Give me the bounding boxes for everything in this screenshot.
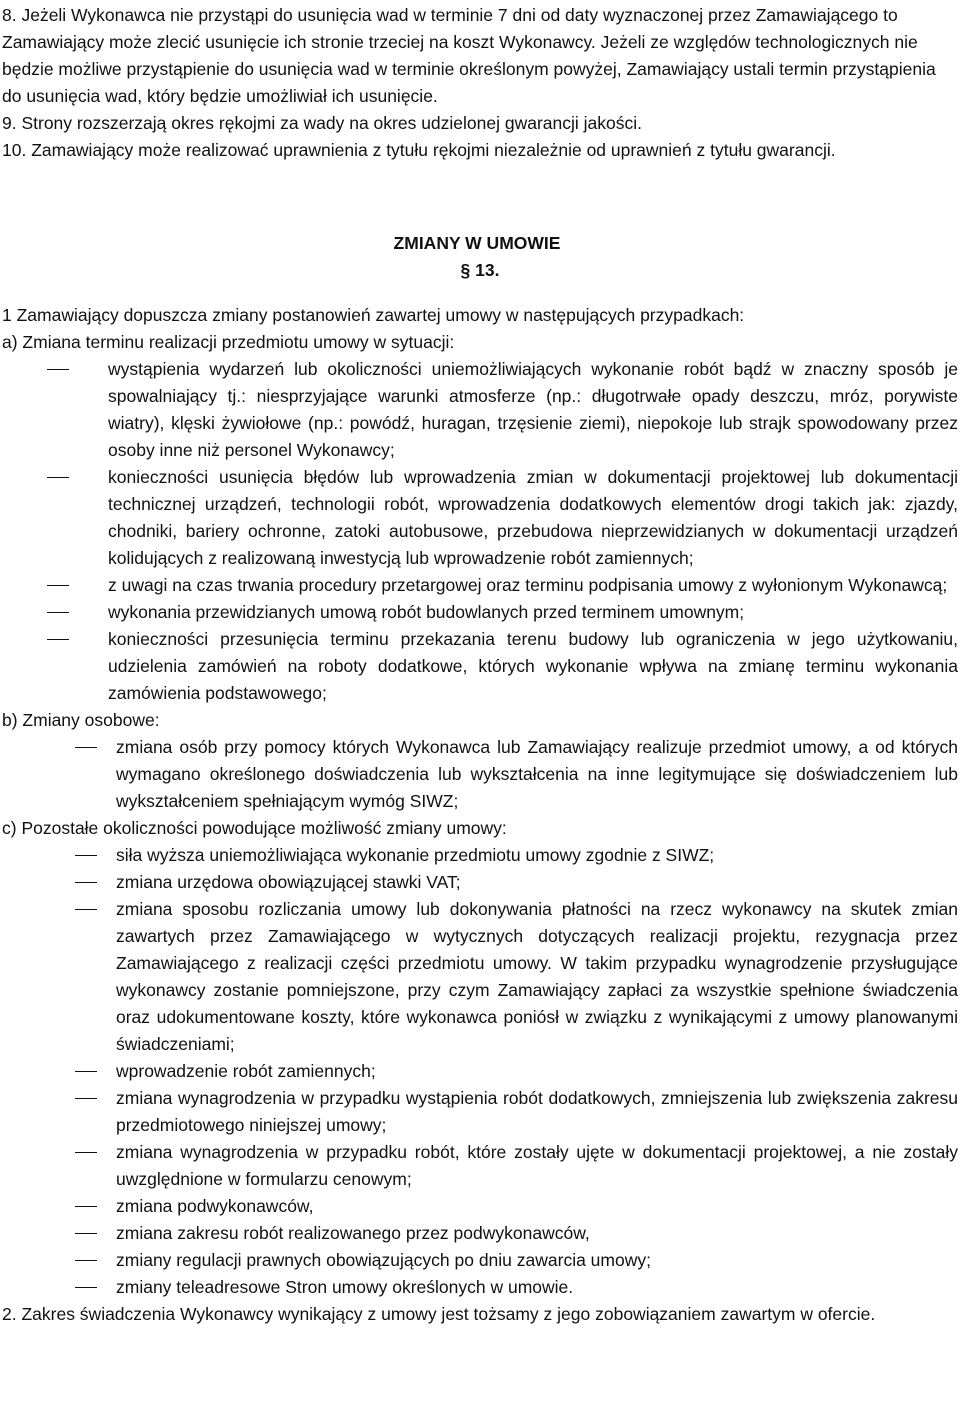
group-b-list — [2, 734, 958, 815]
dash-icon — [47, 612, 69, 613]
dash-icon — [75, 909, 97, 910]
paragraph-8: 8. Jeżeli Wykonawca nie przystąpi do usunięcia wad w terminie 7 dni od daty wyznaczonej przez Zamawiającego to Zamawiający może zlecić usunięcie ich stronie trzeciej na koszt Wykonawcy. Jeżeli ze względów technologicznych nie będzie możliwe przystąpienie do usunięcia wad w terminie określonym powyżej, Zamawiający ustali termin przystąpienia do usunięcia wad, który będzie umożliwiał ich usunięcie. — [2, 5, 936, 106]
list-item: z uwagi na czas trwania procedury przetargowej oraz terminu podpisania umowy z wyłonionym Wykonawcą; — [2, 572, 958, 599]
section-title: ZMIANY W UMOWIE — [393, 233, 561, 253]
group-b-label: b) Zmiany osobowe: — [2, 710, 160, 730]
dash-icon — [47, 639, 69, 640]
list-item: zmiany regulacji prawnych obowiązujących po dniu zawarcia umowy; — [2, 1247, 958, 1274]
list-item: zmiana urzędowa obowiązującej stawki VAT; — [2, 869, 958, 896]
dash-icon — [75, 1206, 97, 1207]
list-item: siła wyższa uniemożliwiająca wykonanie przedmiotu umowy zgodnie z SIWZ; — [2, 842, 958, 869]
dash-icon — [47, 477, 69, 478]
list-item: wykonania przewidzianych umową robót budowlanych przed terminem umownym; — [2, 599, 958, 626]
section-heading — [2, 230, 958, 284]
list-item: zmiana osób przy pomocy których Wykonawca lub Zamawiający realizuje przedmiot umowy, a od których wymagano określonego doświadczenia lub wykształcenia na inne legitymujące się doświadczeniem lub wykształceniem spełniającym wymóg SIWZ; — [2, 734, 958, 815]
group-a-label: a) Zmiana terminu realizacji przedmiotu umowy w sytuacji: — [2, 332, 455, 352]
list-item: konieczności usunięcia błędów lub wprowadzenia zmian w dokumentacji projektowej lub dokumentacji technicznej urządzeń, technologii robót, wprowadzenia dodatkowych elementów drogi takich jak: zjazdy, chodniki, bariery ochronne, zatoki autobusowe, przebudowa nieprzewidzianych w dokumentacji urządzeń kolidujących z realizowaną inwestycją lub wprowadzenie robót zamiennych; — [2, 464, 958, 572]
section-number: § 13. — [460, 260, 500, 280]
dash-icon — [75, 1233, 97, 1234]
dash-icon — [75, 882, 97, 883]
group-a-list — [2, 356, 958, 707]
intro-paragraph: 1 Zamawiający dopuszcza zmiany postanowień zawartej umowy w następujących przypadkach: — [2, 305, 745, 325]
dash-icon — [47, 369, 69, 370]
dash-icon — [75, 747, 97, 748]
paragraph-9: 9. Strony rozszerzają okres rękojmi za wady na okres udzielonej gwarancji jakości. — [2, 113, 642, 133]
dash-icon — [75, 855, 97, 856]
dash-icon — [75, 1260, 97, 1261]
dash-icon — [75, 1071, 97, 1072]
dash-icon — [47, 585, 69, 586]
dash-icon — [75, 1152, 97, 1153]
list-item: wystąpienia wydarzeń lub okoliczności uniemożliwiających wykonanie robót bądź w znaczny sposób je spowalniający tj.: niesprzyjające warunki atmosferze (np.: długotrwałe opady deszczu, mróz, porywiste wiatry), klęski żywiołowe (np.: powódź, huragan, trzęsienie ziemi), niepokoje lub strajk spowodowany przez osoby inne niż personel Wykonawcy; — [2, 356, 958, 464]
list-item: zmiana zakresu robót realizowanego przez podwykonawców, — [2, 1220, 958, 1247]
dash-icon — [75, 1098, 97, 1099]
dash-icon — [75, 1287, 97, 1288]
list-item: zmiana sposobu rozliczania umowy lub dokonywania płatności na rzecz wykonawcy na skutek zmian zawartych przez Zamawiającego w wytycznych dotyczących realizacji projektu, rezygnacja przez Zamawiającego z realizacji części przedmiotu umowy. W takim przypadku wynagrodzenie przysługujące wykonawcy zostanie pomniejszone, przy czym Zamawiający zapłaci za wszystkie spełnione świadczenia oraz udokumentowane koszty, które wykonawca poniósł w związku z wynikającymi z umowy planowanymi świadczeniami; — [2, 896, 958, 1058]
list-item: wprowadzenie robót zamiennych; — [2, 1058, 958, 1085]
list-item: konieczności przesunięcia terminu przekazania terenu budowy lub ograniczenia w jego użytkowaniu, udzielenia zamówień na roboty dodatkowe, których wykonanie wpływa na zmianę terminu wykonania zamówienia podstawowego; — [2, 626, 958, 707]
paragraph-2: 2. Zakres świadczenia Wykonawcy wynikający z umowy jest tożsamy z jego zobowiązaniem zawartym w ofercie. — [2, 1304, 876, 1324]
group-c-list — [2, 842, 958, 1301]
list-item: zmiana wynagrodzenia w przypadku wystąpienia robót dodatkowych, zmniejszenia lub zwiększenia zakresu przedmiotowego niniejszej umowy; — [2, 1085, 958, 1139]
paragraph-10: 10. Zamawiający może realizować uprawnienia z tytułu rękojmi niezależnie od uprawnień z tytułu gwarancji. — [2, 140, 836, 160]
list-item: zmiana podwykonawców, — [2, 1193, 958, 1220]
group-c-label: c) Pozostałe okoliczności powodujące możliwość zmiany umowy: — [2, 818, 507, 838]
list-item: zmiana wynagrodzenia w przypadku robót, które zostały ujęte w dokumentacji projektowej, a nie zostały uwzględnione w formularzu cenowym; — [2, 1139, 958, 1193]
list-item: zmiany teleadresowe Stron umowy określonych w umowie. — [2, 1274, 958, 1301]
